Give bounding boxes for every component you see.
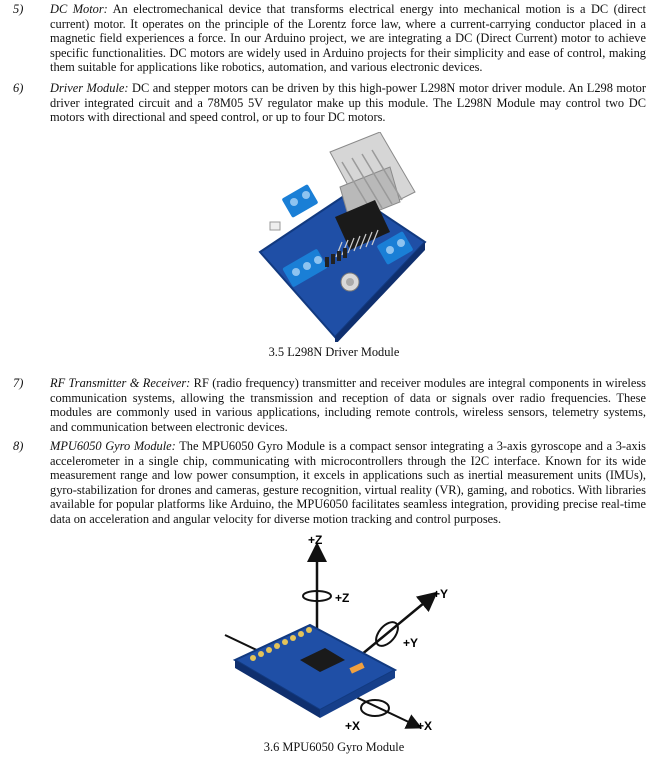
mpu6050-module-figure bbox=[205, 530, 465, 735]
y-axis-arrow bbox=[355, 598, 430, 660]
item-6-number: 6) bbox=[13, 81, 24, 95]
item-5-paragraph bbox=[14, 2, 646, 75]
y-axis-label: +Y bbox=[433, 587, 449, 601]
item-8-paragraph bbox=[14, 439, 646, 527]
item-5-number: 5) bbox=[13, 2, 24, 16]
item-5-term: DC Motor: bbox=[50, 2, 108, 16]
figure-3-5-caption: 3.5 L298N Driver Module bbox=[268, 345, 400, 359]
z-rotation-label: +Z bbox=[335, 591, 350, 605]
item-6-paragraph bbox=[14, 81, 646, 125]
item-6-text: DC and stepper motors can be driven by this high-power L298N motor driver module. An L298 motor driver integrated circuit and a 78M05 5V regulator make up this module. The L298N Module may control two DC motors with directional and speed control, or up to four DC motors. bbox=[50, 81, 646, 125]
item-8-text: The MPU6050 Gyro Module is a compact sensor integrating a 3-axis gyroscope and a 3-axis accelerometer in a single chip, communicating with microcontrollers through the I2C interface. Known for its wide measurement range and low power consumption, it excels in applications such as inertial measurement units (IMUs), gyro-stabilization for drones and cameras, gesture recognition, virtual reality (VR), gaming, and robotics. With libraries available for popular platforms like Arduino, the MPU6050 facilitates seamless integration, providing precise real-time data on acceleration and angular velocity for diverse motion tracking and control purposes. bbox=[50, 439, 646, 526]
item-8-term: MPU6050 Gyro Module: bbox=[50, 439, 176, 453]
item-7-term: RF Transmitter & Receiver: bbox=[50, 376, 191, 390]
pcb-board bbox=[260, 192, 425, 337]
y-rotation-label: +Y bbox=[403, 636, 419, 650]
item-8-number: 8) bbox=[13, 439, 24, 453]
l298n-module-figure bbox=[230, 132, 430, 342]
item-7-number: 7) bbox=[13, 376, 24, 390]
figure-3-6-caption: 3.6 MPU6050 Gyro Module bbox=[263, 740, 405, 754]
z-axis-label: +Z bbox=[308, 533, 323, 547]
item-5-text: An electromechanical device that transforms electrical energy into mechanical motion is a DC (direct current) motor. It operates on the principle of the Lorentz force law, where a current-carrying conductor placed in a magnetic field experiences a force. In our Arduino project, we are integrating a DC (Direct Current) motor to achieve specific functionalities. DC motors are widely used in Arduino projects for their simplicity and ease of control, making them suitable for applications like robotics, automation, and various electronic devices. bbox=[50, 2, 646, 75]
item-7-text: RF (radio frequency) transmitter and receiver modules are integral components in wireless communication systems, allowing the transmission and reception of data or signals over radio frequencies. These modules are commonly used in various applications, including remote controls, wireless sensors, telemetry systems, and communication between electronic devices. bbox=[50, 376, 646, 434]
x-axis-label: +X bbox=[417, 719, 433, 733]
item-6-term: Driver Module: bbox=[50, 81, 129, 95]
x-rotation-icon bbox=[361, 700, 389, 716]
item-7-paragraph bbox=[14, 376, 646, 434]
x-rotation-label: +X bbox=[345, 719, 361, 733]
